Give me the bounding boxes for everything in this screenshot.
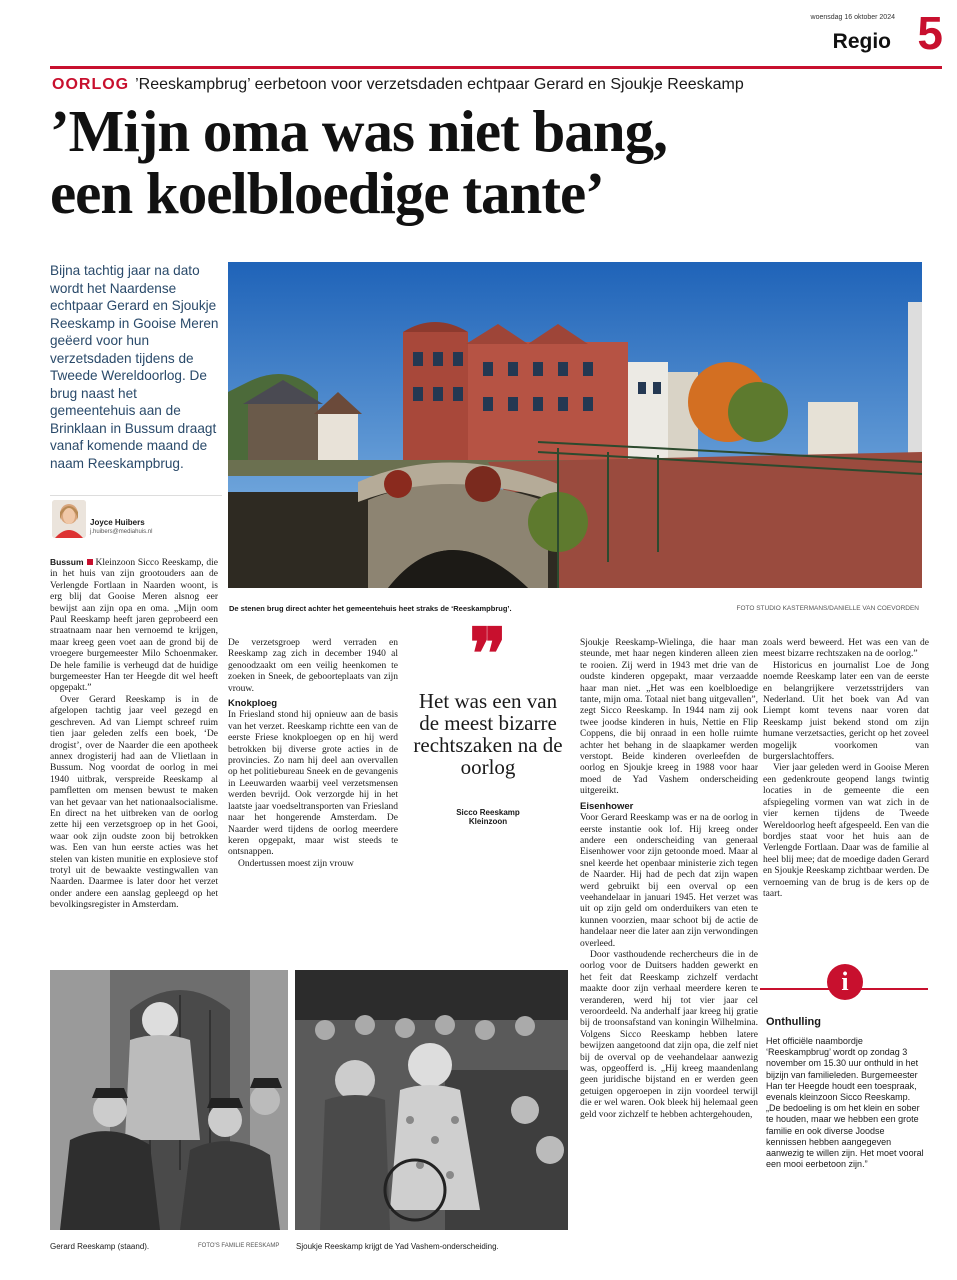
article-column-2 xyxy=(228,638,398,946)
column-paragraph: Door vasthoudende rechercheurs die in de oorlog voor de Duitsers hadden gewerkt en het feit dat Reeskamp zichzelf verdacht maakte door zijn verhaal meerdere keren te veranderen, werd hij tot vier jaar cel veroordeeld. Na anderhalf jaar kreeg hij gratie bij de troonsafstand van koningin Wilhelmina. Volgens Sicco Reeskamp hebben latere bewijzen aangetoond dat zijn opa, die zelf niet bij de overval op de veehandelaar aanwezig was, opgeofferd is. „Hij kreeg maandenlang geen juridische bijstand en er werden geen getuigen opgeroepen in zijn voordeel terwijl die er wel waren. Ook bleek hij helemaal geen geld voor zichzelf te hebben achtergehouden, xyxy=(580,949,758,1120)
quote-name: Sicco Reeskamp xyxy=(456,808,520,817)
info-icon: i xyxy=(827,964,863,1000)
bridge-photo xyxy=(228,262,922,588)
headline-line-2: een koelbloedige tante’ xyxy=(50,160,604,226)
column-paragraph: Sjoukje Reeskamp-Wielinga, die haar man steunde, met haar negen kinderen alleen zien te rooien. Zij werd in 1943 met drie van de oudste kinderen opgepakt, maar verzaadde haar man niet. „Het was een koelbloedige tante, mijn oma. Totaal niet bang uitgevallen”, zegt Sicco Reeskamp. In 1944 nam zij ook twee joodse kinderen in huis, Nettie en Flip Coppens, die bij onraad in een holle ruimte achter het behang in de slaapkamer werden verstopt. Beide kinderen overleefden de oorlog en Sjoukje kreeg in 1988 voor haar moed de Yad Vashem onderscheiding uitgereikt. xyxy=(580,638,758,797)
column-paragraph: Over Gerard Reeskamp is in de afgelopen tachtig jaar veel gezegd en geschreven. Ad van Liempt schreef ruim tien jaar geleden zelfs een boek, ‘De drogist’, over de Naarder die een apotheek annex drogisterij had aan de Vlietlaan in Bussum. Nog voordat de oorlog in mei 1940 uitbrak, verspreide Reeskamp al pamfletten om mensen bewust te maken van het gevaar van het nationaalsocialisme. En direct na het uitbreken van de oorlog zette hij een verzetsgroep op in het Gooi, waar ook zijn oudste zoon bij betrokken was. Een van hun eerste acties was het stelen van kisten munitie en explosieve stof trotyl uit de bewaakte vestingwallen van Naarden. Daarmee is later door het verzet onder andere een aanslag gepleegd op het bevolkingsregister in Amsterdam. xyxy=(50,694,218,911)
header-rule xyxy=(50,66,942,69)
column-paragraph: In Friesland stond hij opnieuw aan de basis van het verzet. Reeskamp richtte een van de eerste Friese knokploegen op en hij werd betrokken bij diverse grote acties in de provincies. Zo nam hij deel aan overvallen op het politiebureau Sneek en de gevangenis in Leeuwarden waarbij veel verzetsmensen werden bevrijd. Ook verzorgde hij in het laatste jaar voedseltransporten van Friesland naar het hongerende Amsterdam. De Naarder werd tijdens de oorlog meerdere keren opgepakt, maar wist steeds te ontsnappen. xyxy=(228,710,398,858)
info-box xyxy=(760,958,928,1188)
section-name: Regio xyxy=(832,30,891,53)
kicker-tag: OORLOG xyxy=(52,76,130,93)
article-column-3 xyxy=(580,638,758,1250)
issue-date: woensdag 16 oktober 2024 xyxy=(810,14,895,21)
pull-quote xyxy=(408,617,568,826)
article-column-1 xyxy=(50,557,218,945)
column-paragraph: zoals werd beweerd. Het was een van de meest bizarre rechtszaken na de oorlog.” xyxy=(763,638,929,660)
kicker-text: ’Reeskampbrug’ eerbetoon voor verzetsdaden echtpaar Gerard en Sjoukje Reeskamp xyxy=(135,76,744,93)
author-byline xyxy=(50,495,222,545)
intro-text: Bijna tachtig jaar na dato wordt het Naardense echtpaar Gerard en Sjoukje Reeskamp in Gooise Meren geëerd voor hun verzetsdaden tijdens de Tweede Wereldoorlog. De brug naast het gemeentehuis aan de Brinklaan in Bussum draagt vanaf komende maand de naam Reeskampbrug. xyxy=(50,263,219,471)
headline-line-1: ’Mijn oma was niet bang, xyxy=(50,98,667,164)
subheading-eisenhower: Eisenhower xyxy=(580,800,634,812)
article-column-4 xyxy=(763,638,929,956)
info-body: Het officiële naambordje ‘Reeskampbrug’ wordt op zondag 3 november om 15.30 uur onthuld in het bijzijn van familieleden. Burgemeester Han ter Heegde houdt een toespraak, evenals kleinzoon Sicco Reeskamp. „De bedoeling is om het klein en sober te houden, maar we hebben een grote familie en ook diverse Joodse kennissen hebben aangegeven aanwezig te willen zijn. Het moet vooral een mooi eerbetoon zijn.” xyxy=(766,1036,924,1170)
column-paragraph: Historicus en journalist Loe de Jong noemde Reeskamp later een van de eerste en belangrijkere verzetsstrijders van Nederland. Uit het boek van Ad van Liempt komt tevens naar voren dat Reeskamp juist bekend stond om zijn humane verzetsacties, gericht op het zoveel mogelijk voorkomen van burgerslachtoffers. xyxy=(763,660,929,763)
main-photo-credit: FOTO STUDIO KASTERMANS/DANIELLE VAN COEVORDEN xyxy=(736,605,919,612)
quote-mark-icon: ❞ xyxy=(469,617,507,694)
page-number: 5 xyxy=(917,7,943,59)
info-title: Onthulling xyxy=(766,1016,821,1028)
sjoukje-photo-caption: Sjoukje Reeskamp krijgt de Yad Vashem-onderscheiding. xyxy=(296,1242,499,1251)
dateline-marker xyxy=(87,559,93,565)
paragraph-text: Kleinzoon Sicco Reeskamp, die in het huis van zijn grootouders aan de Verlengde Fortlaan in Naarden woont, is erg blij dat Gooise Meren alsnog eer bewijst aan zijn opa en oma. „Mijn oom Paul Reeskamp heeft jaren geprobeerd een straatnaam naar hen vernoemd te krijgen, maar kreeg geen voet aan de grond bij de vroegere burgemeester Milo Schoenmaker. De hele familie is verheugd dat de huidige burgemeester Han ter Heegde dit wel heeft opgepakt.” xyxy=(50,558,218,694)
quote-role: Kleinzoon xyxy=(468,817,508,826)
kicker xyxy=(52,76,744,94)
column-paragraph: De verzetsgroep werd verraden en Reeskamp zag zich in december 1940 al genoodzaakt om een veilig heenkomen te zoeken in Sneek, de geboorteplaats van zijn vrouw. xyxy=(228,638,398,694)
quote-text: Het was een van de meest bizarre rechtszaken na de oorlog xyxy=(413,689,563,779)
column-paragraph: Voor Gerard Reeskamp was er na de oorlog in eerste instantie ook lof. Hij kreeg onder andere een onderscheiding van generaal Eisenhower voor zijn getoonde moed. Maar al snel keerde het openbaar ministerie zich tegen de Naarder. Hij had de pech dat zijn wapen werd gebruikt bij een overval op een veehandelaar in januari 1945. Het verzet was uit op zijn geld om onderduikers van eten te kunnen voorzien, maar schoot bij de actie de handelaar neer die later aan zijn verwondingen overleed. xyxy=(580,813,758,949)
author-name: Joyce Huibers xyxy=(90,518,145,527)
subheading-knokploeg: Knokploeg xyxy=(228,698,278,710)
column-paragraph: Ondertussen moest zijn vrouw xyxy=(238,858,354,869)
author-email: j.huibers@mediahuis.nl xyxy=(90,529,153,535)
column-paragraph xyxy=(50,557,218,695)
headline xyxy=(50,100,940,224)
author-avatar xyxy=(52,500,86,538)
gerard-photo xyxy=(50,970,288,1230)
gerard-photo-caption: Gerard Reeskamp (staand). xyxy=(50,1242,150,1251)
sjoukje-photo xyxy=(295,970,568,1230)
dateline: Bussum xyxy=(50,557,84,567)
column-paragraph: Vier jaar geleden werd in Gooise Meren een gedenkroute geopend langs twintig locaties in de gemeente die een afspiegeling vormen van wat zich in de vier kernen tijdens de Tweede Wereldoorlog heeft afgespeeld. Een van die bordjes staat voor het huis aan de Verlengde Fortlaan. Daar was de familie al heel blij mee; dat de moedige daden Gerard en Sjoukje Reeskamp zichtbaar werden. De vernoeming van de brug is de kers op de taart. xyxy=(763,763,929,899)
gerard-photo-credit: FOTO'S FAMILIE REESKAMP xyxy=(198,1243,280,1249)
main-photo-caption: De stenen brug direct achter het gemeentehuis heet straks de ‘Reeskampbrug’. xyxy=(229,604,512,613)
